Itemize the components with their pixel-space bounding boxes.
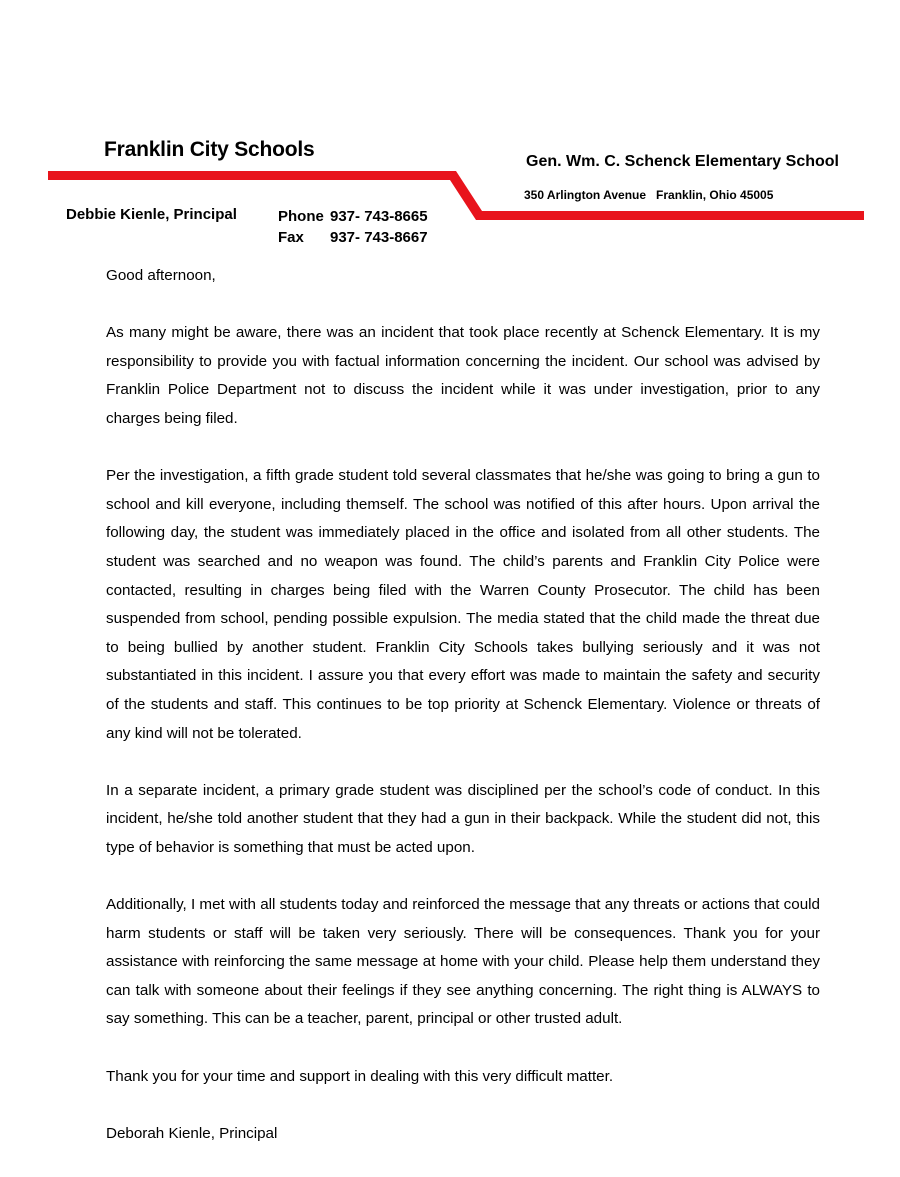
letter-body (106, 262, 820, 1177)
phone-label: Phone (278, 208, 324, 225)
greeting: Good afternoon, (106, 267, 216, 284)
fax-line (278, 227, 428, 248)
paragraph-incident-notice: As many might be aware, there was an incident that took place recently at Schenck Elementary. It is my responsibility to provide you with factual information concerning the incident. Our school was advised by Franklin Police Department not to discuss the incident while it was under investigation, prior to any charges being filed. (106, 324, 820, 427)
paragraph-separate-incident: In a separate incident, a primary grade student was disciplined per the school’s code of conduct. In this incident, he/she told another student that they had a gun in their backpack. While the student did not, this type of behavior is something that must be acted upon. (106, 781, 820, 856)
fax-label: Fax (278, 229, 304, 246)
signature: Deborah Kienle, Principal (106, 1124, 278, 1142)
fax-number: 937- 743-8667 (330, 229, 428, 246)
paragraph-thanks: Thank you for your time and support in dealing with this very difficult matter. (106, 1067, 614, 1085)
principal-name: Debbie Kienle, Principal (66, 206, 237, 223)
district-name: Franklin City Schools (104, 138, 315, 161)
paragraph-additional: Additionally, I met with all students today and reinforced the message that any threats or actions that could harm students or staff will be taken very seriously. There will be consequences. Thank you for your assistance with reinforcing the same message at home with your child. Please help them understand they can talk with someone about their feelings if they see anything concerning. The right thing is ALWAYS to say something. This can be a teacher, parent, principal or other trusted adult. (106, 896, 820, 1028)
school-name: Gen. Wm. C. Schenck Elementary School (526, 153, 839, 170)
phone-number: 937- 743-8665 (330, 208, 428, 225)
school-address: 350 Arlington Avenue Franklin, Ohio 45005 (524, 188, 774, 202)
paragraph-investigation: Per the investigation, a fifth grade student told several classmates that he/she was going to bring a gun to school and kill everyone, including themself. The school was notified of this after hours. Upon arrival the following day, the student was immediately placed in the office and isolated from all other students. The student was searched and no weapon was found. The child’s parents and Franklin City Police were contacted, resulting in charges being filed with the Warren County Prosecutor. The child has been suspended from school, pending possible expulsion. The media stated that the child made the threat due to being bullied by another student. Franklin City Schools takes bullying seriously and it was not substantiated in this incident. I assure you that every effort was made to maintain the safety and security of the students and staff. This continues to be top priority at Schenck Elementary. Violence or threats of any kind will not be tolerated. (106, 467, 820, 742)
contact-block (278, 206, 428, 248)
phone-line (278, 206, 428, 227)
